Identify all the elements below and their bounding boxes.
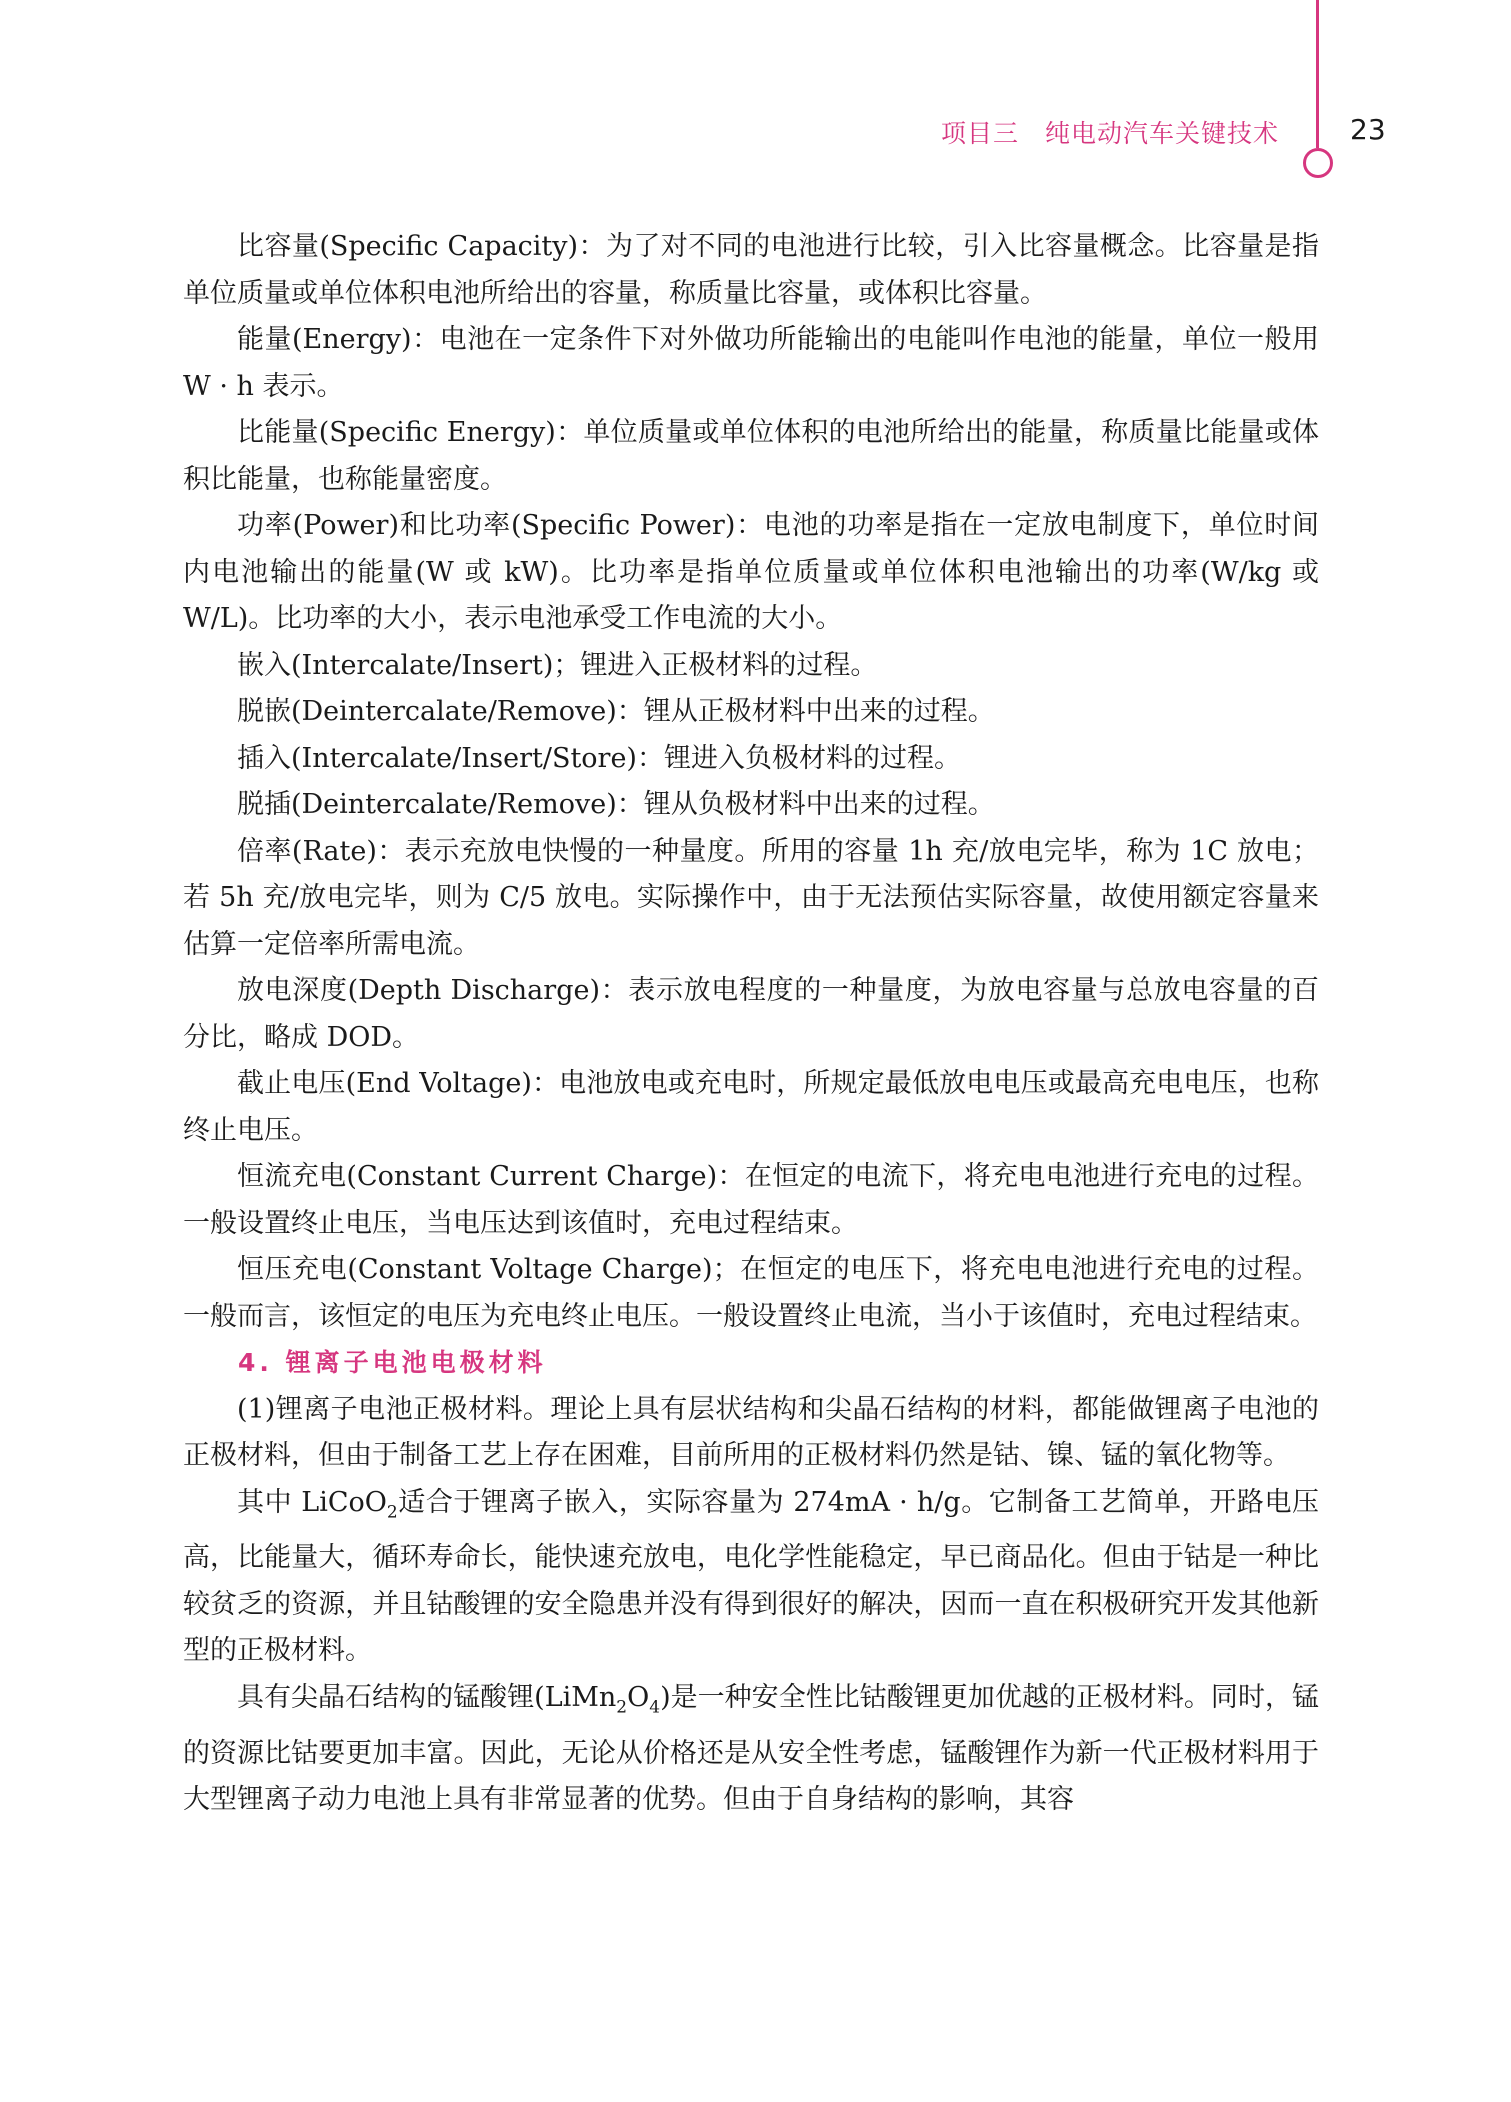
paragraph-limn2o4 xyxy=(183,1675,1319,1824)
paragraph-positive-materials: (1)锂离子电池正极材料。理论上具有层状结构和尖晶石结构的材料，都能做锂离子电池的正极材料，但由于制备工艺上存在困难，目前所用的正极材料仍然是钴、镍、锰的氧化物等。 xyxy=(183,1393,1319,1471)
paragraph-specific-capacity: 比容量(Specific Capacity)：为了对不同的电池进行比较，引入比容量概念。比容量是指单位质量或单位体积电池所给出的容量，称质量比容量，或体积比容量。 xyxy=(183,231,1319,309)
paragraph-end-voltage: 截止电压(End Voltage)：电池放电或充电时，所规定最低放电电压或最高充电电压，也称终止电压。 xyxy=(183,1068,1319,1146)
page-body xyxy=(183,224,1319,1824)
paragraph-constant-voltage: 恒压充电(Constant Voltage Charge)；在恒定的电压下，将充电电池进行充电的过程。一般而言，该恒定的电压为充电终止电压。一般设置终止电流，当小于该值时，充电过程结束。 xyxy=(183,1254,1319,1332)
licoo2-text: 其中 LiCoO xyxy=(237,1486,387,1518)
paragraph-depth-discharge: 放电深度(Depth Discharge)：表示放电程度的一种量度，为放电容量与总放电容量的百分比，略成 DOD。 xyxy=(183,975,1319,1053)
limn2o4-subscript-2: 4 xyxy=(649,1697,661,1718)
limn2o4-text-b: O xyxy=(627,1681,650,1713)
licoo2-subscript: 2 xyxy=(386,1501,398,1522)
limn2o4-subscript-1: 2 xyxy=(616,1697,628,1718)
limn2o4-text-a: 具有尖晶石结构的锰酸锂(LiMn xyxy=(237,1681,617,1713)
page-number: 23 xyxy=(1350,113,1386,146)
licoo2-rest: 适合于锂离子嵌入，实际容量为 274mA · h/g。它制备工艺简单，开路电压高，比能量大，循环寿命长，能快速充放电，电化学性能稳定，早已商品化。但由于钴是一种比较贫乏的资源，并且钴酸锂的安全隐患并没有得到很好的解决，因而一直在积极研究开发其他新型的正极材料。 xyxy=(183,1486,1320,1667)
header-circle-ornament xyxy=(1303,148,1333,178)
paragraph-constant-current: 恒流充电(Constant Current Charge)：在恒定的电流下，将充电电池进行充电的过程。一般设置终止电压，当电压达到该值时，充电过程结束。 xyxy=(183,1161,1319,1239)
paragraph-rate: 倍率(Rate)：表示充放电快慢的一种量度。所用的容量 1h 充/放电完毕，称为 1C 放电；若 5h 充/放电完毕，则为 C/5 放电。实际操作中，由于无法预估实际容量，故使用额定容量来估算一定倍率所需电流。 xyxy=(183,835,1319,960)
paragraph-specific-energy: 比能量(Specific Energy)：单位质量或单位体积的电池所给出的能量，称质量比能量或体积比能量，也称能量密度。 xyxy=(183,417,1319,495)
limn2o4-text-c: )是一种安全性比钴酸锂更加优越的正极材料。同时，锰的资源比钴要更加丰富。因此，无论从价格还是从安全性考虑，锰酸锂作为新一代正极材料用于大型锂离子动力电池上具有非常显著的优势。但由于自身结构的影响，其容 xyxy=(183,1681,1319,1816)
paragraph-insert-negative: 插入(Intercalate/Insert/Store)：锂进入负极材料的过程。 xyxy=(237,742,961,774)
paragraph-deintercalate-positive: 脱嵌(Deintercalate/Remove)：锂从正极材料中出来的过程。 xyxy=(237,696,995,727)
section-heading: 4. 锂离子电池电极材料 xyxy=(238,1348,547,1377)
header-divider-line xyxy=(1316,0,1319,148)
running-header-title: 项目三 纯电动汽车关键技术 xyxy=(940,119,1279,148)
paragraph-power: 功率(Power)和比功率(Specific Power)：电池的功率是指在一定放电制度下，单位时间内电池输出的能量(W 或 kW)。比功率是指单位质量或单位体积电池输出的功率(W/kg 或 W/L)。比功率的大小，表示电池承受工作电流的大小。 xyxy=(183,510,1319,634)
paragraph-licoo2 xyxy=(183,1480,1319,1675)
paragraph-deintercalate-negative: 脱插(Deintercalate/Remove)：锂从负极材料中出来的过程。 xyxy=(237,789,995,820)
paragraph-intercalate: 嵌入(Intercalate/Insert)；锂进入正极材料的过程。 xyxy=(237,649,878,681)
paragraph-energy: 能量(Energy)：电池在一定条件下对外做功所能输出的电能叫作电池的能量，单位一般用 W · h 表示。 xyxy=(183,324,1319,402)
